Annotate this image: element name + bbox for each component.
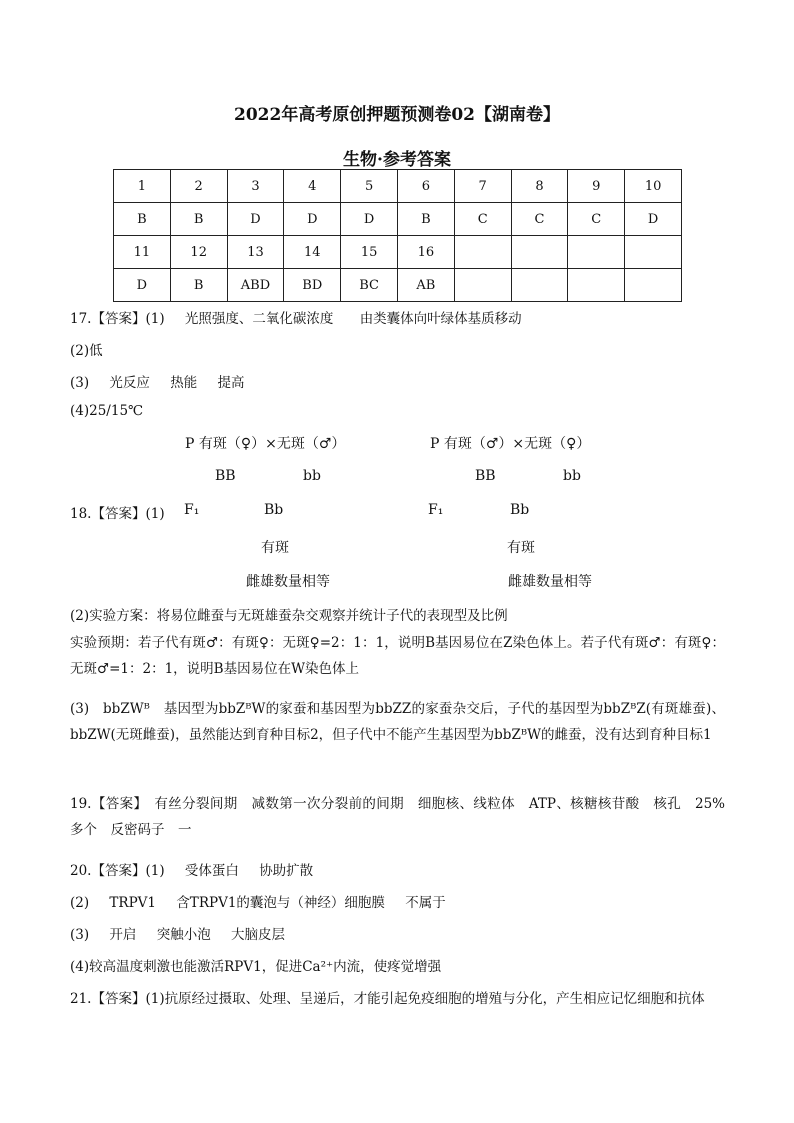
q20-part2-answer-1: TRPV1 bbox=[109, 895, 157, 911]
cross-left-genotype-2: bb bbox=[303, 468, 321, 484]
q17-part3-answer-1: 光反应 bbox=[109, 375, 150, 391]
answer-table-cell bbox=[454, 236, 511, 269]
answer-table-row bbox=[114, 236, 682, 269]
answer-table-cell: 13 bbox=[227, 236, 284, 269]
q20-line1 bbox=[70, 859, 313, 879]
cross-right-f1-label: F₁ bbox=[428, 502, 444, 518]
answer-table-cell: 14 bbox=[284, 236, 341, 269]
q20-answer-1: 受体蛋白 bbox=[184, 863, 239, 879]
q20-part2-label: (2) bbox=[70, 895, 90, 911]
answer-table-cell bbox=[454, 269, 511, 302]
q20-answer-2: 协助扩散 bbox=[259, 863, 314, 879]
answer-table-cell bbox=[511, 236, 568, 269]
q17-part2: (2)低 bbox=[70, 343, 103, 359]
q17-line3 bbox=[70, 371, 245, 391]
answer-table-cell bbox=[625, 236, 682, 269]
answer-table-cell: 7 bbox=[454, 170, 511, 203]
answer-table-cell: ABD bbox=[227, 269, 284, 302]
answer-table-cell: C bbox=[454, 203, 511, 236]
answer-table-cell: B bbox=[397, 203, 454, 236]
answer-table-cell: B bbox=[170, 269, 227, 302]
cross-left-phenotype: 有斑 bbox=[261, 540, 289, 556]
q20-part3-answer-1: 开启 bbox=[109, 927, 137, 943]
cross-right-parent-line: P 有斑（♂）×无斑（♀） bbox=[430, 436, 591, 452]
cross-left-f1-label: F₁ bbox=[184, 502, 200, 518]
answer-table-cell: D bbox=[625, 203, 682, 236]
q20-part2-answer-2: 含TRPV1的囊泡与（神经）细胞膜 bbox=[176, 895, 385, 911]
cross-left-genotype-1: BB bbox=[215, 468, 236, 484]
answer-table-cell: C bbox=[511, 203, 568, 236]
answer-table-cell: 10 bbox=[625, 170, 682, 203]
q18-head: 18.【答案】(1) bbox=[70, 506, 165, 522]
answer-table-cell: 6 bbox=[397, 170, 454, 203]
q18-part3: (3) bbZWᴮ 基因型为bbZᴮW的家蚕和基因型为bbZZ的家蚕杂交后，子代的基因型为bbZᴮZ(有斑雄蚕)、bbZW(无斑雌蚕)，虽然能达到育种目标2，但子代中不能产生基因型为bbZᴮW的雌蚕，没有达到育种目标1 bbox=[70, 701, 725, 743]
q19-answer: 19.【答案】 有丝分裂间期 减数第一次分裂前的间期 细胞核、线粒体 ATP、核糖核苷酸 核孔 25% 多个 反密码子 一 bbox=[70, 796, 739, 838]
page-subtitle: 生物·参考答案 bbox=[343, 150, 451, 170]
answer-table-cell: D bbox=[284, 203, 341, 236]
q20-part4: (4)较高温度刺激也能激活RPV1，促进Ca²⁺内流，使疼觉增强 bbox=[70, 959, 442, 975]
page-title: 2022年高考原创押题预测卷02【湖南卷】 bbox=[234, 105, 560, 125]
q21-answer: 21.【答案】(1)抗原经过摄取、处理、呈递后，才能引起免疫细胞的增殖与分化，产生相应记忆细胞和抗体 bbox=[70, 991, 705, 1007]
answer-table-cell: 8 bbox=[511, 170, 568, 203]
answer-table-cell: 9 bbox=[568, 170, 625, 203]
q18-part2: (2)实验方案：将易位雌蚕与无斑雄蚕杂交观察并统计子代的表现型及比例 bbox=[70, 608, 508, 624]
answer-table-cell: 3 bbox=[227, 170, 284, 203]
q17-part3-answer-2: 热能 bbox=[170, 375, 198, 391]
answer-table-cell bbox=[568, 236, 625, 269]
q20-part3-answer-2: 突触小泡 bbox=[156, 927, 211, 943]
q17-head: 17.【答案】(1) bbox=[70, 311, 165, 327]
q17-answer-1: 光照强度、二氧化碳浓度 bbox=[184, 311, 334, 327]
q20-part3-label: (3) bbox=[70, 927, 90, 943]
answer-table-row bbox=[114, 203, 682, 236]
answer-table-cell bbox=[568, 269, 625, 302]
answer-table-cell: 12 bbox=[170, 236, 227, 269]
cross-right-genotype-2: bb bbox=[563, 468, 581, 484]
q20-part2-answer-3: 不属于 bbox=[405, 895, 446, 911]
answer-table-cell: C bbox=[568, 203, 625, 236]
answer-table-cell: D bbox=[114, 269, 171, 302]
q20-part3-answer-3: 大脑皮层 bbox=[231, 927, 286, 943]
answer-table-cell: D bbox=[227, 203, 284, 236]
cross-right-genotype-1: BB bbox=[475, 468, 496, 484]
q17-part3-answer-3: 提高 bbox=[217, 375, 245, 391]
cross-right-ratio: 雌雄数量相等 bbox=[508, 574, 592, 590]
q17-line1 bbox=[70, 307, 522, 327]
q17-part4: (4)25/15℃ bbox=[70, 403, 144, 419]
answer-table-cell bbox=[625, 269, 682, 302]
q20-head: 20.【答案】(1) bbox=[70, 863, 165, 879]
answer-table-row bbox=[114, 269, 682, 302]
q20-line2 bbox=[70, 891, 446, 911]
answer-table-cell: BD bbox=[284, 269, 341, 302]
answer-table bbox=[113, 169, 682, 302]
answer-table-row bbox=[114, 170, 682, 203]
answer-table-cell: AB bbox=[397, 269, 454, 302]
answer-table-cell: 16 bbox=[397, 236, 454, 269]
answer-table-cell: 11 bbox=[114, 236, 171, 269]
answer-table-cell: 15 bbox=[341, 236, 398, 269]
q18-prediction: 实验预期：若子代有斑♂：有斑♀：无斑♀=2：1：1，说明B基因易位在Z染色体上。若子代有斑♂：有斑♀：无斑♂=1：2：1，说明B基因易位在W染色体上 bbox=[70, 635, 725, 677]
cross-left-parent-line: P 有斑（♀）×无斑（♂） bbox=[185, 436, 346, 452]
cross-left-ratio: 雌雄数量相等 bbox=[246, 574, 330, 590]
answer-table-cell: 1 bbox=[114, 170, 171, 203]
q17-part3-label: (3) bbox=[70, 375, 90, 391]
answer-table-cell: 4 bbox=[284, 170, 341, 203]
q20-line3 bbox=[70, 923, 285, 943]
answer-table-cell: D bbox=[341, 203, 398, 236]
cross-right-phenotype: 有斑 bbox=[507, 540, 535, 556]
answer-table-cell: BC bbox=[341, 269, 398, 302]
answer-table-cell: 5 bbox=[341, 170, 398, 203]
cross-left-f1-genotype: Bb bbox=[264, 502, 284, 518]
answer-table-cell: 2 bbox=[170, 170, 227, 203]
q17-answer-2: 由类囊体向叶绿体基质移动 bbox=[359, 311, 522, 327]
answer-table-cell bbox=[511, 269, 568, 302]
cross-right-f1-genotype: Bb bbox=[510, 502, 530, 518]
answer-table-cell: B bbox=[170, 203, 227, 236]
answer-table-cell: B bbox=[114, 203, 171, 236]
